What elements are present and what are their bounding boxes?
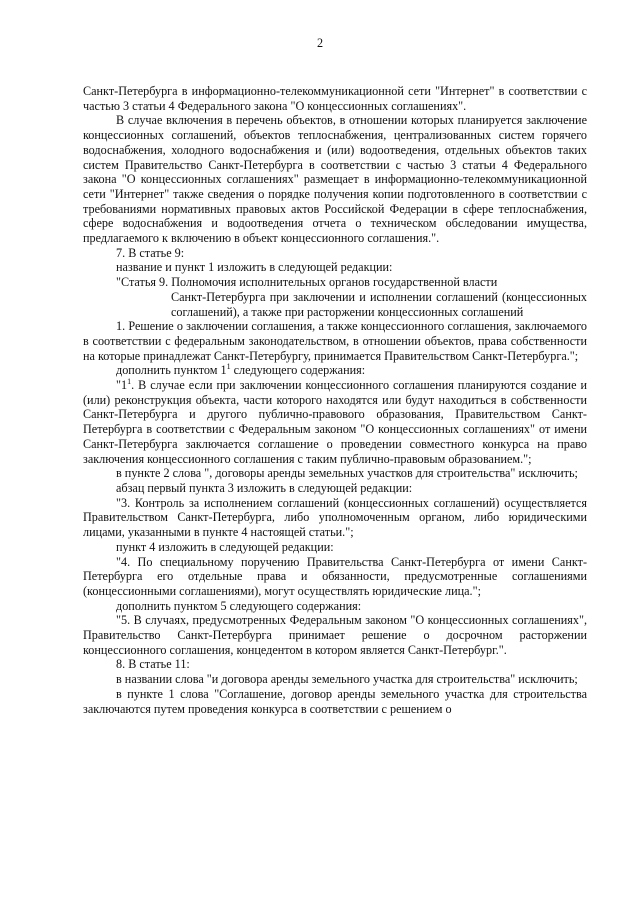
paragraph-text: дополнить пунктом 1: [116, 363, 227, 378]
paragraph: [83, 84, 587, 113]
superscript: 1: [226, 362, 231, 372]
paragraph: [83, 275, 587, 290]
paragraph: [83, 466, 587, 481]
paragraph-text: "Статья 9. Полномочия исполнительных органов государственной власти: [116, 275, 498, 290]
paragraph-text: абзац первый пункта 3 изложить в следующей редакции:: [116, 480, 413, 495]
paragraph: [83, 687, 587, 716]
paragraph: [83, 496, 587, 540]
paragraph: [83, 481, 587, 496]
paragraph: [83, 290, 587, 319]
paragraph-text: 1. Решение о заключении соглашения, а также концессионного соглашения, заключаемого в соответствии с федеральным законодательством, в отношении объектов, права собственности на которые принадлежат Санкт-Петербургу, принимается Правительством Санкт-Петербурга.";: [83, 319, 587, 363]
paragraph: [83, 319, 587, 363]
paragraph-text: пункт 4 изложить в следующей редакции:: [116, 539, 334, 554]
paragraph-text: "1: [116, 378, 128, 393]
paragraph: [83, 657, 587, 672]
paragraph: [83, 613, 587, 657]
superscript: 1: [127, 377, 132, 386]
paragraph: [83, 363, 587, 378]
paragraph-text-continued: . В случае если при заключении концессионного соглашения планируются создание и (или) реконструкция объекта, части которого находятся или будут находиться в собственности Санкт-Петербурга и другого публично-правового образования, Правительством Санкт-Петербурга в соответствии с Федеральным законом "О концессионных соглашениях" от имени Санкт-Петербурга заключается соглашение о проведении совместного конкурса на право заключения концессионного соглашения с таким публично-правовым образованием.";: [83, 378, 587, 466]
paragraph: [83, 113, 587, 245]
paragraph-text: "4. По специальному поручению Правительства Санкт-Петербурга от имени Санкт-Петербурга его отдельные права и обязанности, предусмотренные соглашениями (концессионными соглашениями), могут осуществлять юридические лица.";: [83, 554, 587, 598]
paragraph-text: в пункте 2 слова ", договоры аренды земельных участков для строительства" исключить;: [116, 466, 578, 481]
paragraph: [83, 599, 587, 614]
page-number: 2: [316, 36, 324, 50]
paragraph: [83, 555, 587, 599]
paragraph-text: "5. В случаях, предусмотренных Федеральным законом "О концессионных соглашениях", Правительство Санкт-Петербурга принимает решение о досрочном расторжении концессионного соглашения, концедентом в котором является Санкт-Петербург.".: [83, 613, 587, 657]
paragraph-text: 7. В статье 9:: [116, 245, 185, 260]
paragraph: [83, 246, 587, 261]
paragraph-text: название и пункт 1 изложить в следующей редакции:: [116, 260, 393, 275]
paragraph-text: дополнить пунктом 5 следующего содержания:: [116, 598, 362, 613]
paragraph-text: 8. В статье 11:: [116, 657, 190, 672]
paragraph-text: Санкт-Петербурга при заключении и исполнении соглашений (концессионных соглашений), а также при расторжении концессионных соглашений: [171, 289, 587, 319]
paragraph: [83, 260, 587, 275]
paragraph-text-continued: следующего содержания:: [230, 363, 366, 378]
paragraph-text: В случае включения в перечень объектов, в отношении которых планируется заключение концессионных соглашений, объектов теплоснабжения, централизованных систем горячего водоснабжения, холодного водоснабжения и (или) водоотведения, отдельных объектов таких систем Правительство Санкт-Петербурга в соответствии с частью 3 статьи 4 Федерального закона "О концессионных соглашениях" размещает в информационно-телекоммуникационной сети "Интернет" также сведения о порядке получения копии подготовленного в соответствии с требованиями нормативных правовых актов Российской Федерации в сфере теплоснабжения, сфере водоснабжения и водоотведения отчета о техническом обследовании имущества, предлагаемого к включению в объект концессионного соглашения.".: [83, 113, 587, 246]
paragraph-text: в названии слова "и договора аренды земельного участка для строительства" исключить;: [116, 672, 578, 687]
paragraph-text: в пункте 1 слова "Соглашение, договор аренды земельного участка для строительства заключаются путем проведения конкурса в соответствии с решением о: [83, 686, 587, 716]
paragraph: [83, 672, 587, 687]
document-body: [83, 84, 587, 716]
paragraph-text: "3. Контроль за исполнением соглашений (концессионных соглашений) осуществляется Правительством Санкт-Петербурга, либо уполномоченным органом, либо юридическими лицами, указанными в пункте 4 настоящей статьи.";: [83, 495, 587, 540]
paragraph: [83, 378, 587, 466]
paragraph: [83, 540, 587, 555]
paragraph-text: Санкт-Петербурга в информационно-телекоммуникационной сети "Интернет" в соответствии с частью 3 статьи 4 Федерального закона "О концессионных соглашениях".: [83, 84, 587, 113]
